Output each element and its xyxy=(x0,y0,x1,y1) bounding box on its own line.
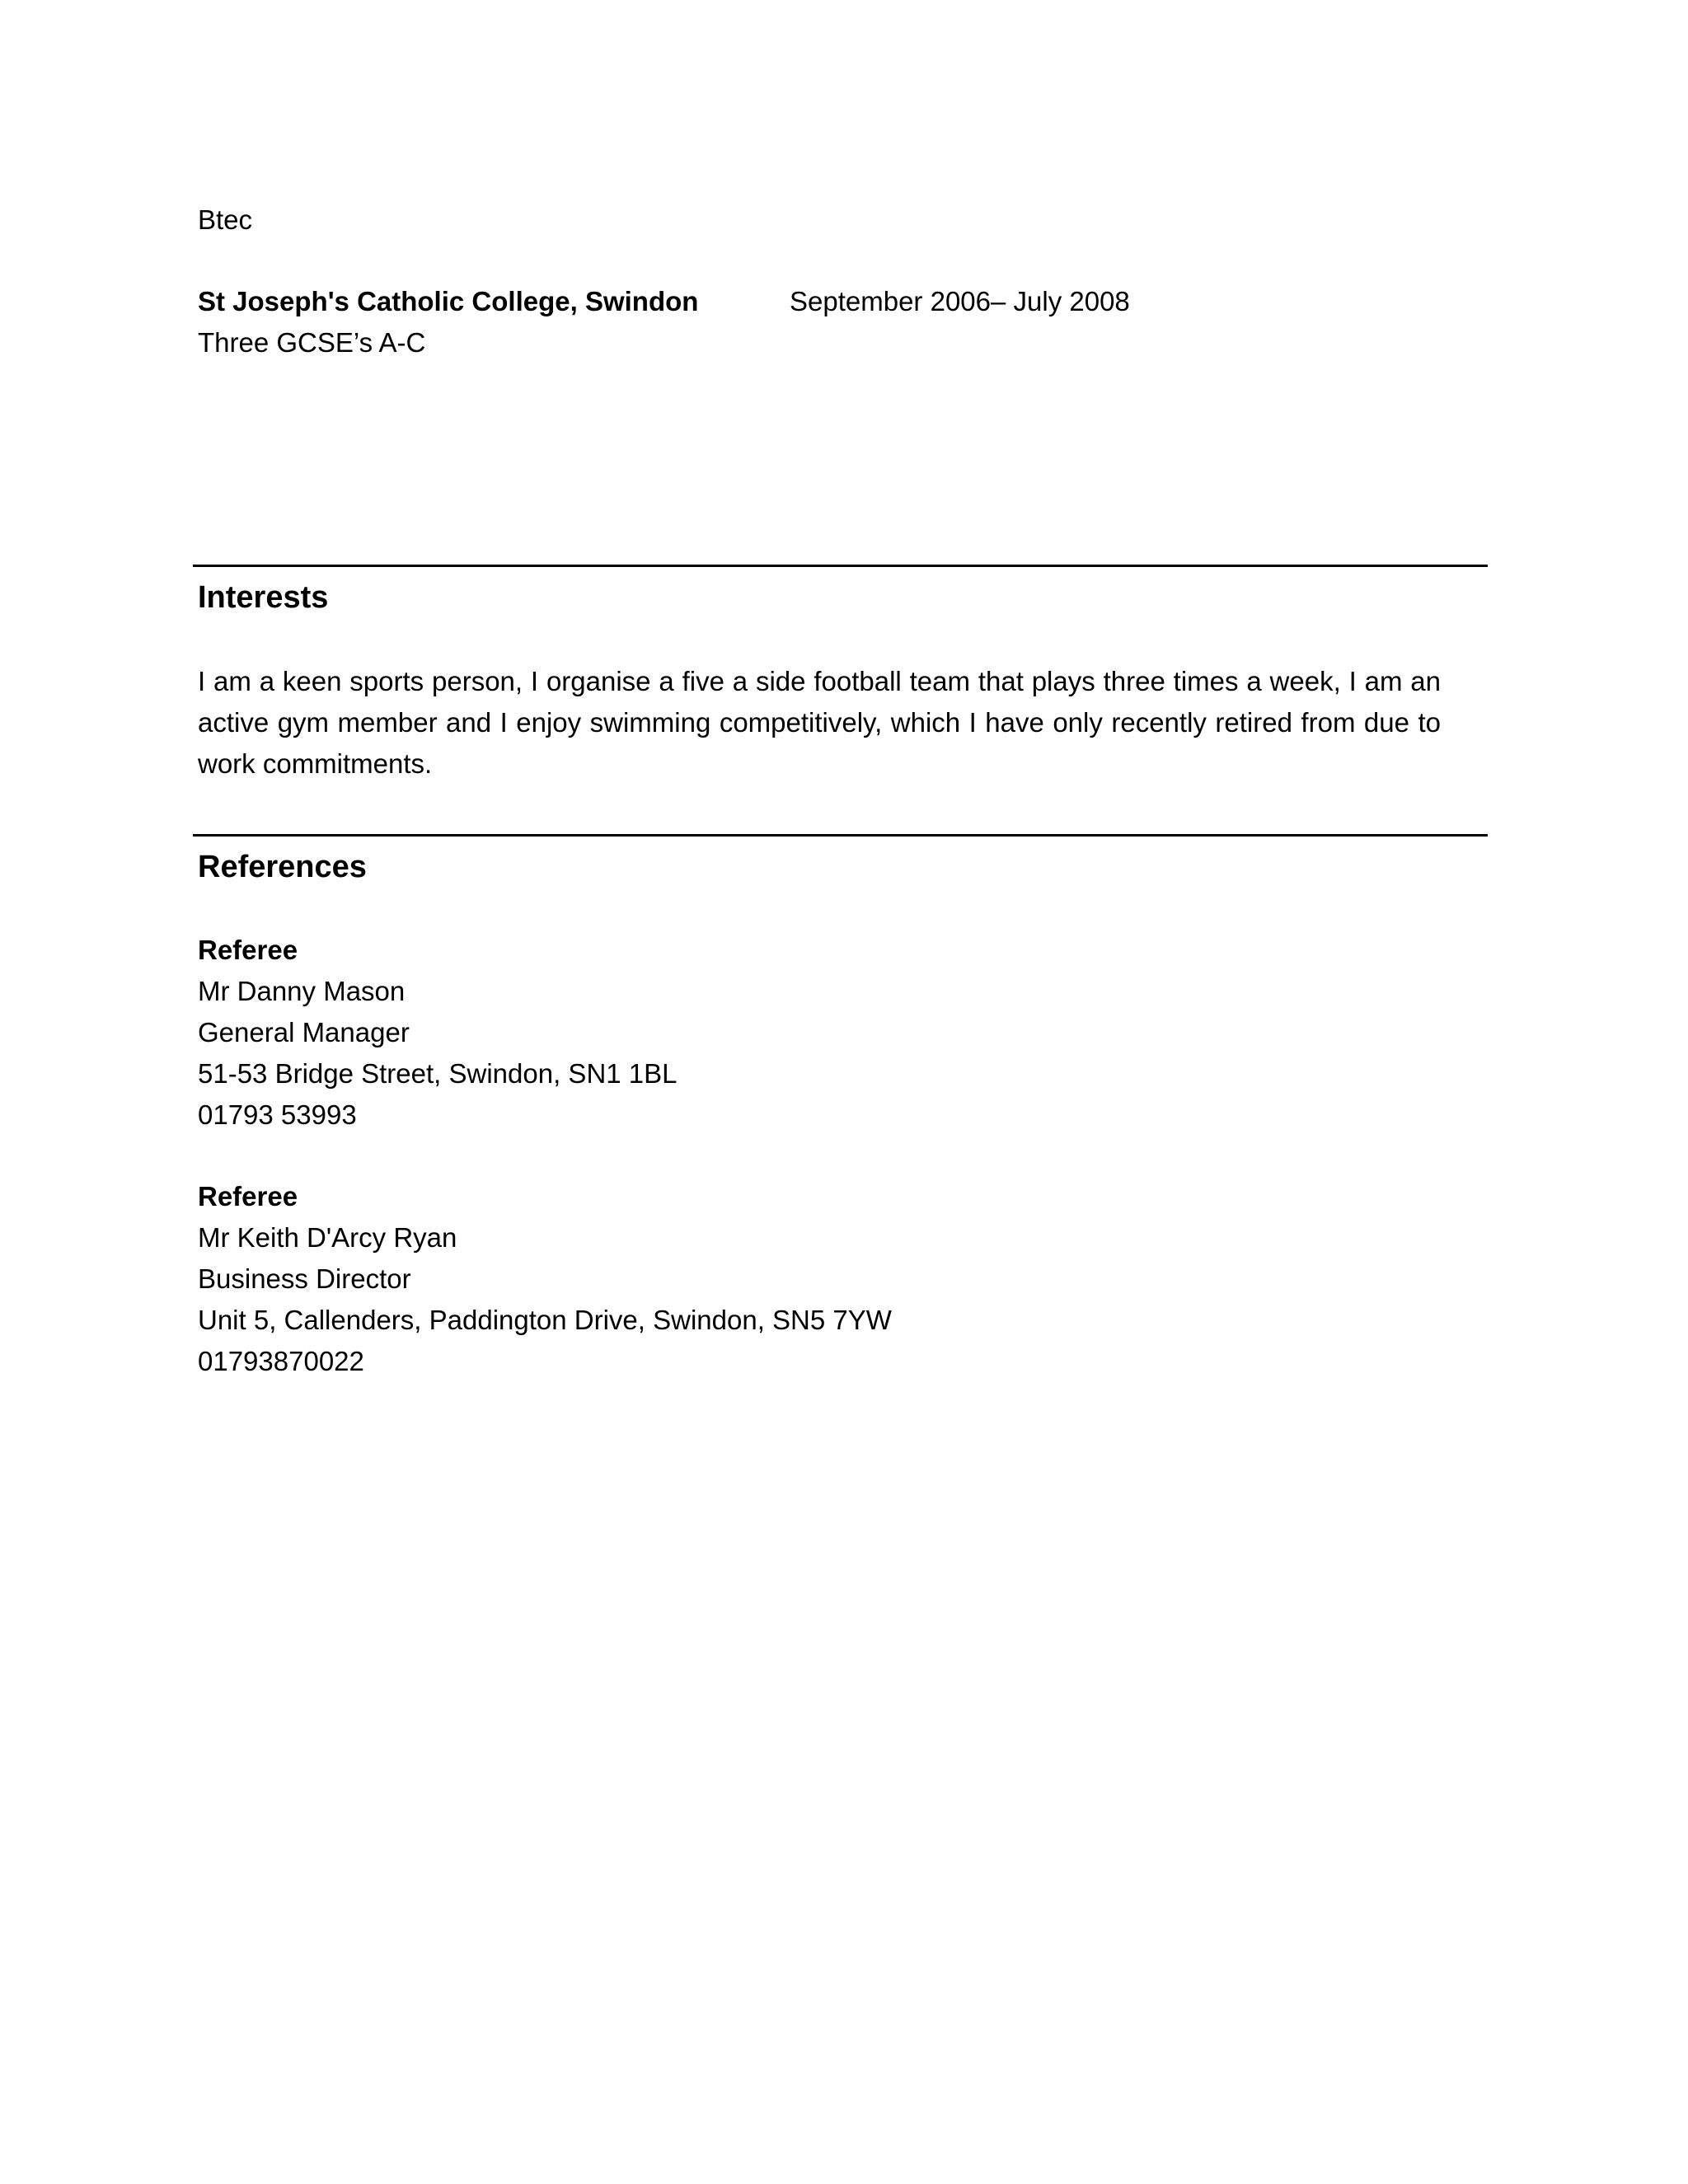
referee-2-label: Referee xyxy=(198,1181,298,1212)
references-divider xyxy=(193,834,1488,837)
interests-heading: Interests xyxy=(198,580,329,615)
school-dates: September 2006– July 2008 xyxy=(790,286,1130,316)
references-heading: References xyxy=(198,850,367,884)
interests-text: I am a keen sports person, I organise a five a side football team that plays three times a week, I am an active gym member and I enjoy swimming competitively, which I have only recently retired from due to work commitments. xyxy=(198,666,1441,779)
referee-1-title: General Manager xyxy=(198,1017,410,1047)
referee-1-label: Referee xyxy=(198,935,298,965)
referee-1-phone: 01793 53993 xyxy=(198,1099,357,1130)
referee-1-address: 51-53 Bridge Street, Swindon, SN1 1BL xyxy=(198,1058,678,1089)
btec-label: Btec xyxy=(198,204,253,235)
school-name: St Joseph's Catholic College, Swindon xyxy=(198,286,699,316)
interests-divider xyxy=(193,565,1488,567)
referee-2-name: Mr Keith D'Arcy Ryan xyxy=(198,1222,457,1253)
school-qualification: Three GCSE’s A-C xyxy=(198,327,426,358)
referee-2-title: Business Director xyxy=(198,1263,411,1294)
referee-1-name: Mr Danny Mason xyxy=(198,976,406,1006)
referee-2-phone: 01793870022 xyxy=(198,1346,364,1376)
referee-2-address: Unit 5, Callenders, Paddington Drive, Swindon, SN5 7YW xyxy=(198,1305,892,1335)
